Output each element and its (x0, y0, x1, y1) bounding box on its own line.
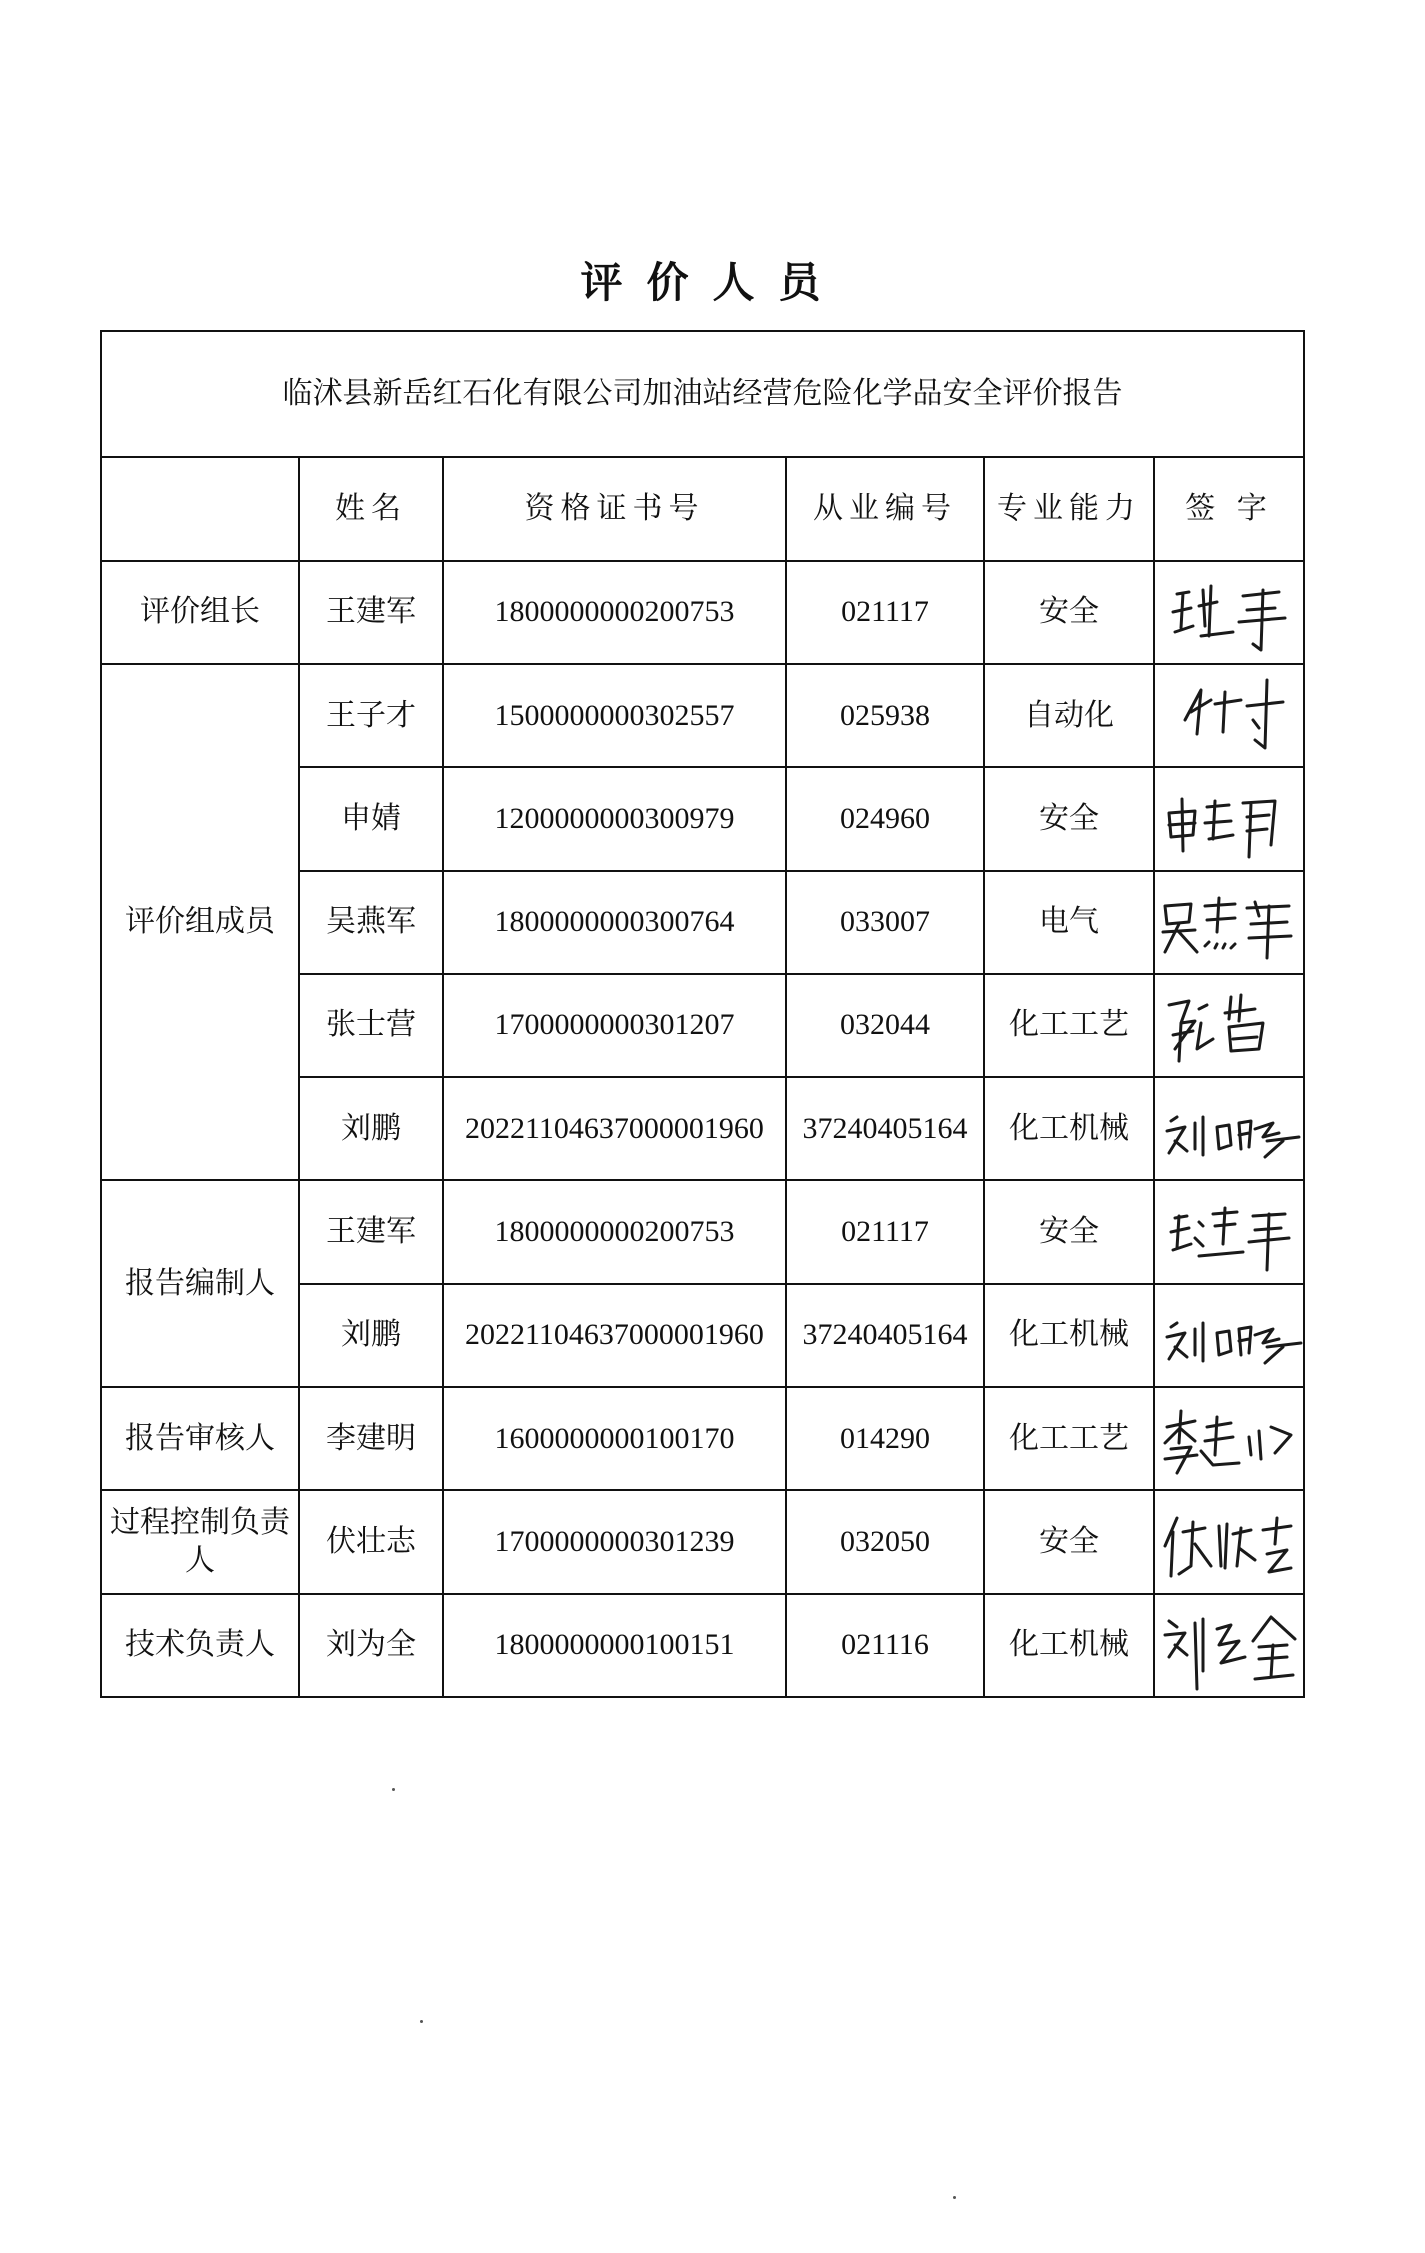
table-row (101, 1490, 1304, 1593)
practice-no-cell: 37240405164 (786, 1077, 984, 1180)
signature-cell (1154, 561, 1304, 664)
signature-cell (1154, 871, 1304, 974)
table-row (101, 561, 1304, 664)
header-name: 姓名 (299, 457, 443, 560)
signature-image (1155, 1393, 1303, 1485)
header-blank-cell (101, 457, 299, 560)
specialty-cell: 安全 (984, 1180, 1154, 1283)
role-cell-writers: 报告编制人 (101, 1180, 299, 1387)
signature-cell (1154, 974, 1304, 1077)
signature-image (1155, 566, 1303, 658)
role-cell-technical: 技术负责人 (101, 1594, 299, 1697)
signature-cell (1154, 767, 1304, 870)
name-cell: 李建明 (299, 1387, 443, 1490)
table-row (101, 1180, 1304, 1283)
name-cell: 王子才 (299, 664, 443, 767)
cert-cell: 1600000000100170 (443, 1387, 786, 1490)
practice-no-cell: 025938 (786, 664, 984, 767)
page-title: 评价人员 (580, 258, 845, 307)
signature-image (1155, 773, 1303, 865)
signature-image (1155, 979, 1303, 1071)
cert-cell: 20221104637000001960 (443, 1284, 786, 1387)
signature-cell (1154, 1077, 1304, 1180)
specialty-cell: 电气 (984, 871, 1154, 974)
practice-no-cell: 014290 (786, 1387, 984, 1490)
role-cell-process: 过程控制负责人 (101, 1490, 299, 1593)
scan-speck (392, 1788, 395, 1791)
name-cell: 张士营 (299, 974, 443, 1077)
header-specialty: 专业能力 (984, 457, 1154, 560)
signature-image (1155, 876, 1303, 968)
header-signature: 签 字 (1154, 457, 1304, 560)
practice-no-cell: 021117 (786, 561, 984, 664)
specialty-cell: 化工机械 (984, 1594, 1154, 1697)
practice-no-cell: 032044 (786, 974, 984, 1077)
name-cell: 刘鹏 (299, 1077, 443, 1180)
name-cell: 刘鹏 (299, 1284, 443, 1387)
signature-image (1155, 1186, 1303, 1278)
practice-no-cell: 37240405164 (786, 1284, 984, 1387)
name-cell: 王建军 (299, 561, 443, 664)
scan-speck (420, 2020, 423, 2023)
signature-image (1155, 670, 1303, 762)
signature-cell (1154, 1284, 1304, 1387)
header-cert: 资格证书号 (443, 457, 786, 560)
cert-cell: 1800000000100151 (443, 1594, 786, 1697)
practice-no-cell: 024960 (786, 767, 984, 870)
name-cell: 吴燕军 (299, 871, 443, 974)
table-row (101, 664, 1304, 767)
signature-cell (1154, 1490, 1304, 1593)
scan-speck (953, 2196, 956, 2199)
cert-cell: 1700000000301239 (443, 1490, 786, 1593)
cert-cell: 1800000000200753 (443, 1180, 786, 1283)
signature-image (1155, 1496, 1303, 1588)
signature-image (1155, 1289, 1303, 1381)
signature-image (1155, 1083, 1303, 1175)
report-title: 临沭县新岳红石化有限公司加油站经营危险化学品安全评价报告 (101, 331, 1304, 457)
practice-no-cell: 021116 (786, 1594, 984, 1697)
signature-cell (1154, 1594, 1304, 1697)
specialty-cell: 安全 (984, 561, 1154, 664)
signature-image (1155, 1599, 1303, 1691)
name-cell: 刘为全 (299, 1594, 443, 1697)
specialty-cell: 安全 (984, 767, 1154, 870)
cert-cell: 1800000000300764 (443, 871, 786, 974)
cert-cell: 1500000000302557 (443, 664, 786, 767)
specialty-cell: 化工机械 (984, 1077, 1154, 1180)
specialty-cell: 化工工艺 (984, 974, 1154, 1077)
header-row (101, 457, 1304, 560)
role-cell-members: 评价组成员 (101, 664, 299, 1180)
name-cell: 伏壮志 (299, 1490, 443, 1593)
table-row (101, 1594, 1304, 1697)
specialty-cell: 自动化 (984, 664, 1154, 767)
cert-cell: 1700000000301207 (443, 974, 786, 1077)
name-cell: 王建军 (299, 1180, 443, 1283)
specialty-cell: 安全 (984, 1490, 1154, 1593)
cert-cell: 20221104637000001960 (443, 1077, 786, 1180)
header-practice-no: 从业编号 (786, 457, 984, 560)
signature-cell (1154, 1387, 1304, 1490)
cert-cell: 1200000000300979 (443, 767, 786, 870)
signature-cell (1154, 664, 1304, 767)
name-cell: 申婧 (299, 767, 443, 870)
specialty-cell: 化工工艺 (984, 1387, 1154, 1490)
practice-no-cell: 021117 (786, 1180, 984, 1283)
cert-cell: 1800000000200753 (443, 561, 786, 664)
signature-cell (1154, 1180, 1304, 1283)
practice-no-cell: 033007 (786, 871, 984, 974)
role-cell-leader: 评价组长 (101, 561, 299, 664)
specialty-cell: 化工机械 (984, 1284, 1154, 1387)
table-row (101, 1387, 1304, 1490)
role-cell-reviewer: 报告审核人 (101, 1387, 299, 1490)
practice-no-cell: 032050 (786, 1490, 984, 1593)
personnel-table (100, 330, 1305, 1698)
